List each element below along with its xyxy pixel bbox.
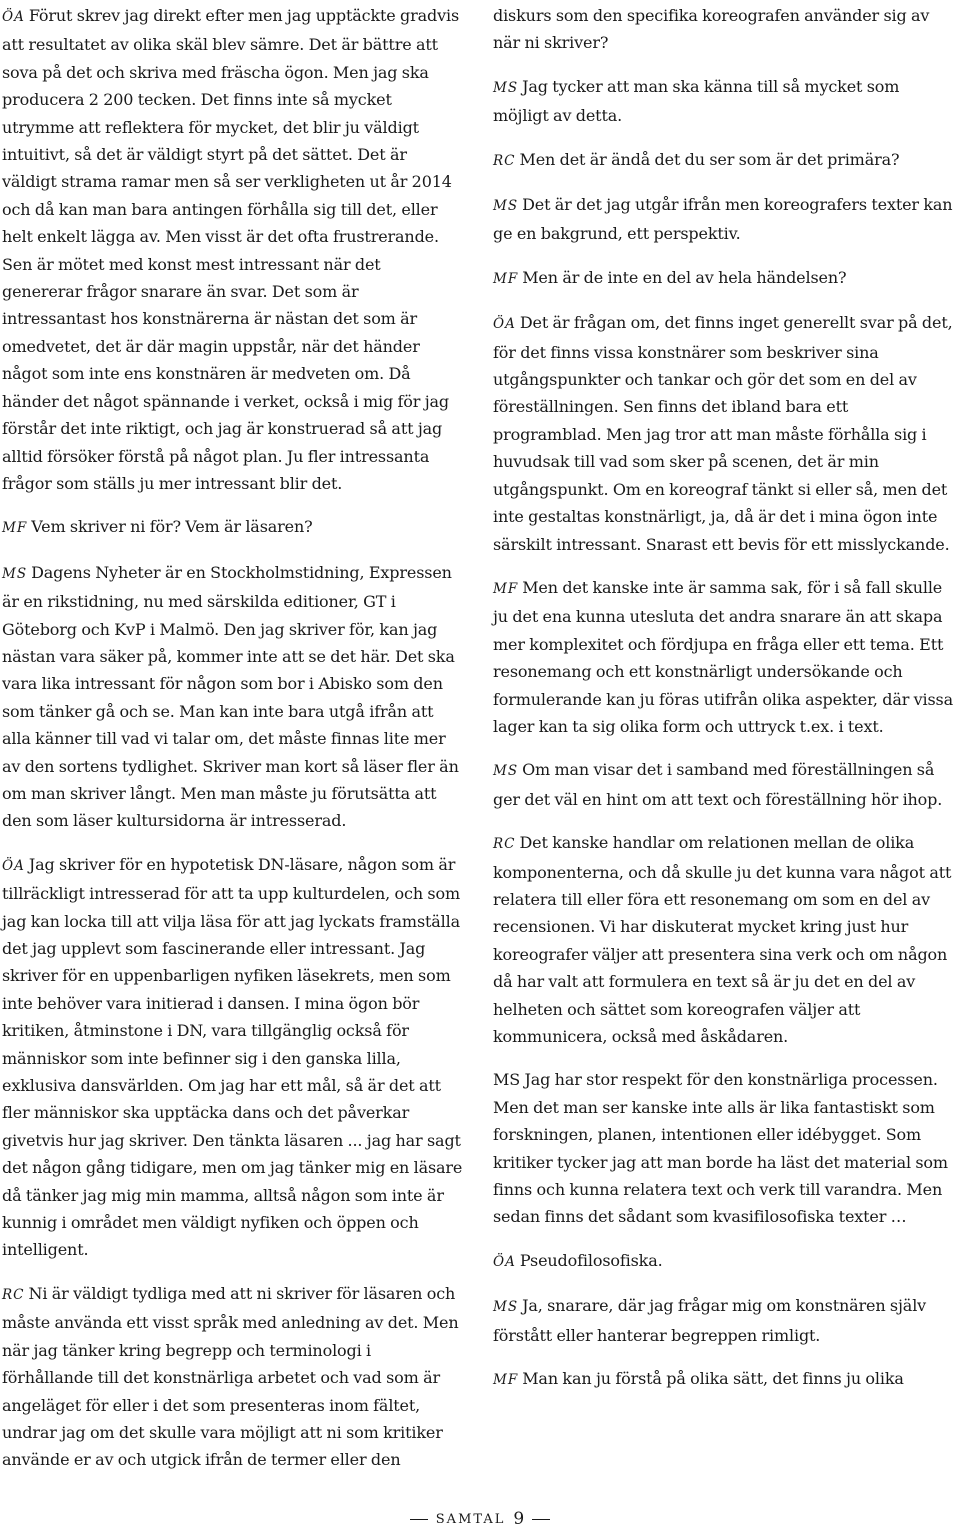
speaker-tag: MF — [493, 1372, 519, 1389]
speaker-tag: ÖA — [2, 9, 25, 25]
paragraph-text: Vem skriver ni för? Vem är läsaren? — [31, 517, 313, 537]
speaker-tag: MS — [493, 198, 519, 215]
paragraph — [493, 756, 958, 813]
paragraph-text: Ni är väldigt tydliga med att ni skriver för läsaren och måste använda ett visst språk med anledning av det. Men när jag tänker kring begrepp och terminologi i förhållande till det konstnärliga arbetet och vad som är angeläget för eller i det som presenteras inom fältet, undrar jag om det skulle vara möjligt att ni som kritiker använde er av och utgick ifrån de termer eller den — [2, 1283, 459, 1470]
paragraph — [493, 264, 958, 293]
right-column — [493, 2, 958, 1410]
paragraph-text: Dagens Nyheter är en Stockholmstidning, Expressen är en rikstidning, nu med särskilda editioner, GT i Göteborg och KvP i Malmö. Den jag skriver för, kan jag nästan vara säker på, kommer inte att se det här. Det ska vara lika intressant för någon som bor i Abisko som den som tänker gå och se. Man kan inte bara utgå ifrån att alla känner till vad vi talar om, det måste finnas lite mer av den sortens tydlighet. Skriver man kort så läser fler än om man skriver långt. Men man måste ju förutsätta att den som läser kultursidorna är intresserad. — [2, 562, 459, 831]
left-column — [2, 2, 465, 1490]
speaker-tag: ÖA — [2, 857, 25, 874]
speaker-tag: MS — [493, 79, 519, 96]
paragraph-text: Men är de inte en del av hela händelsen? — [522, 267, 847, 287]
speaker-tag: RC — [493, 836, 516, 853]
paragraph-text: Ja, snarare, där jag frågar mig om konstnären själv förstått eller hanterar begreppen rimligt. — [493, 1296, 927, 1345]
paragraph — [493, 146, 958, 175]
speaker-tag: RC — [493, 152, 516, 169]
paragraph-text: MS Jag har stor respekt för den konstnärliga processen. Men det man ser kanske inte alls är lika fantastiskt som forskningen, planen, intentionen eller idébygget. Som kritiker tycker jag att man borde ha läst det material som finns och kunna relatera text och verk till varandra. Men sedan finns det sådant som kvasifilosofiska texter … — [493, 1070, 948, 1227]
speaker-tag: MS — [493, 1299, 519, 1316]
paragraph — [493, 574, 958, 740]
footer-section-label: SAMTAL — [435, 1511, 506, 1527]
paragraph — [493, 1066, 958, 1230]
speaker-tag: MF — [2, 520, 28, 537]
paragraph — [493, 829, 958, 1050]
speaker-tag: MS — [2, 565, 28, 582]
speaker-tag: RC — [2, 1286, 25, 1303]
speaker-tag: ÖA — [493, 316, 516, 333]
paragraph-text: diskurs som den specifika koreografen använder sig av när ni skriver? — [493, 6, 930, 53]
paragraph — [493, 73, 958, 130]
speaker-tag: MF — [493, 580, 519, 597]
paragraph — [2, 559, 465, 835]
paragraph-text: Om man visar det i samband med föreställningen så ger det väl en hint om att text och föreställning hör ihop. — [493, 760, 943, 809]
paragraph-text: Men det kanske inte är samma sak, för i så fall skulle ju det ena kunna utesluta det andra snarare än att skapa mer komplexitet och fördjupa en fråga eller ett tema. Ett resonemang och ett konstnärligt undersökande och formulerande kan ju föras utifrån olika aspekter, där vissa lager kan ta sig olika form och uttryck t.ex. i text. — [493, 577, 954, 736]
speaker-tag: ÖA — [493, 1253, 516, 1270]
paragraph — [493, 309, 958, 558]
paragraph-text: Men det är ändå det du ser som är det primära? — [519, 149, 900, 169]
paragraph-text: Jag skriver för en hypotetisk DN-läsare, någon som är tillräckligt intresserad för att ta upp kulturdelen, och som jag kan locka till att vilja läsa för att jag lyckats framställa det jag upplevt som fascinerande eller intressant. Jag skriver för en uppenbarligen nyfiken läsekrets, men som inte behöver vara initierad i dansen. I mina ögon bör kritiken, åtminstone i DN, vara tillgänglig också för människor som inte befinner sig i den ganska lilla, exklusiva dansvärlden. Om jag har ett mål, så är det att fler människor ska upptäcka dans och det påverkar givetvis hur jag skriver. Den tänkta läsaren ... jag har sagt det någon gång tidigare, men om jag tänker mig en läsare då tänker jag mig min mamma, alltså någon som inte är kunnig i området men väldigt nyfiken och öppen och intelligent. — [2, 854, 463, 1260]
paragraph-text: Man kan ju förstå på olika sätt, det finns ju olika — [522, 1369, 904, 1389]
page-number: 9 — [513, 1509, 525, 1529]
paragraph — [493, 1292, 958, 1349]
paragraph-text: Pseudofilosofiska. — [519, 1250, 663, 1270]
paragraph-text: Förut skrev jag direkt efter men jag upptäckte gradvis att resultatet av olika skäl blev sämre. Det är bättre att sova på det och skriva med fräscha ögon. Men jag ska producera 2 200 tecken. Det finns inte så mycket utrymme att reflektera för mycket, det blir ju väldigt intuitivt, så det är väldigt styrt på det sättet. Det är väldigt strama ramar men så ser verkligheten ut år 2014 och då kan man bara antingen förhålla sig till det, eller helt enkelt lägga av. Men visst är det ofta frustrerande. Sen är mötet med konst mest intressant när det genererar frågor snarare än svar. Det som är intressantast hos konstnärerna är nästan det som är omedvetet, det är där magin uppstår, när det händer något som inte ens konstnären är medveten om. Då händer det något spännande i verket, också i mig för jag förstår det inte riktigt, och jag är konstruerad så att jag alltid försöker förstå på något plan. Ju fler intressanta frågor som ställs ju mer intressant blir det. — [2, 6, 460, 493]
footer-rule-right — [532, 1519, 550, 1520]
paragraph — [493, 1247, 958, 1276]
speaker-tag: MS — [493, 763, 519, 780]
paragraph — [2, 513, 465, 542]
paragraph — [2, 1280, 465, 1474]
paragraph-text: Det är det jag utgår ifrån men koreografers texter kan ge en bakgrund, ett perspektiv. — [493, 195, 953, 244]
paragraph — [493, 1365, 958, 1394]
paragraph-text: Det är frågan om, det finns inget generellt svar på det, för det finns vissa konstnärer som beskriver sina utgångspunkter och tankar och gör det som en del av föreställningen. Sen finns det ibland bara ett programblad. Men jag tror att man måste förhålla sig i huvudsak till vad som sker på scenen, det är min utgångspunkt. Om en koreograf tänkt si eller så, men det inte gestaltas konstnärligt, ja, då är det i mina ögon inte särskilt intressant. Snarast ett bevis för ett misslyckande. — [493, 313, 953, 554]
paragraph — [2, 2, 465, 497]
footer-rule-left — [410, 1519, 428, 1520]
speaker-tag: MF — [493, 270, 519, 287]
paragraph — [2, 851, 465, 1264]
paragraph — [493, 191, 958, 248]
page-footer — [0, 1509, 960, 1529]
paragraph — [493, 2, 958, 57]
paragraph-text: Jag tycker att man ska känna till så mycket som möjligt av detta. — [493, 76, 900, 126]
paragraph-text: Det kanske handlar om relationen mellan de olika komponenterna, och då skulle ju det kunna vara något att relatera till eller föra ett resonemang om som en del av recensionen. Vi har diskuterat mycket kring just hur koreografer väljer att presentera sina verk och om någon då har valt att formulera en text så är ju det en del av helheten och sättet som koreografen väljer att kommunicera, också med åskådaren. — [493, 833, 952, 1046]
